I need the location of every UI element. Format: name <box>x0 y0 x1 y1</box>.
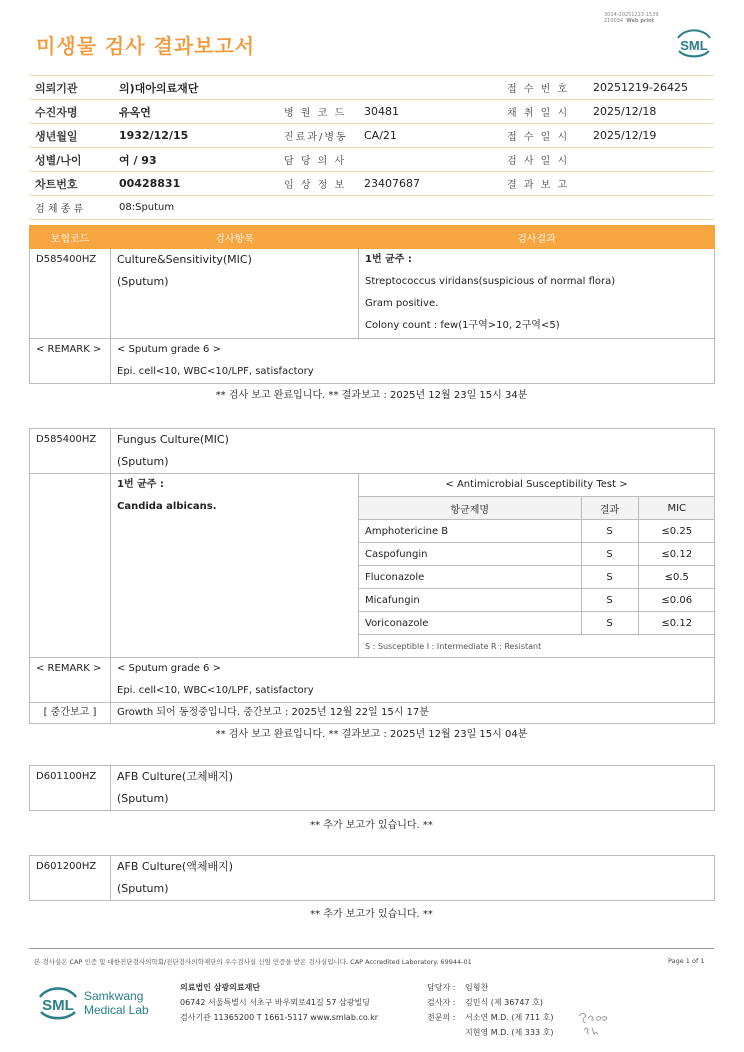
info-value: 08:Sputum <box>113 196 278 220</box>
test1-table <box>29 225 715 384</box>
info-value: 2025/12/19 <box>587 124 714 148</box>
info-label: 접 수 번 호 <box>501 76 587 100</box>
test-name: Culture&Sensitivity(MIC) <box>117 253 252 266</box>
ast-drug: Fluconazole <box>359 566 581 589</box>
test3-table <box>29 765 715 811</box>
remark-line: Epi. cell<10, WBC<10/LPF, satisfactory <box>117 685 314 696</box>
sml-logo <box>36 982 80 1022</box>
interim-report: Growth 되어 동정중입니다. 중간보고 : 2025년 12월 22일 15시 17분 <box>117 707 429 718</box>
staff-row <box>427 1025 553 1040</box>
page-number: Page 1 of 1 <box>668 957 705 965</box>
info-value: 1932/12/15 <box>113 124 278 148</box>
cert-statement: 본 검사실은 CAP 인증 및 대한진단검사의학회/진단검사의학재단의 우수검사실 신임 인증을 받은 검사실입니다. CAP Accredited Laboratory. 69944-01 <box>34 958 472 966</box>
test-code: D585400HZ <box>36 434 97 445</box>
ast-legend: S : Susceptible I : Intermediate R : Resistant <box>359 635 715 658</box>
ast-mic: ≤0.12 <box>638 543 715 566</box>
report-title: 미생물 검사 결과보고서 <box>36 34 256 58</box>
staff-name: 서소연 M.D. (제 711 호) <box>465 1013 554 1022</box>
info-label: 접 수 일 시 <box>501 124 587 148</box>
col-item-header: 검사항목 <box>111 226 359 249</box>
info-value <box>358 148 501 172</box>
ast-mic: ≤0.25 <box>638 520 715 543</box>
info-value: 20251219-26425 <box>587 76 714 100</box>
ast-row <box>359 589 715 612</box>
info-row <box>29 172 714 196</box>
print-meta: 3014-20251223-1539 210034 Web print <box>604 12 659 24</box>
ast-table <box>359 497 715 657</box>
staff-list <box>427 980 553 1040</box>
info-value: 여 / 93 <box>113 148 278 172</box>
remark-line: Epi. cell<10, WBC<10/LPF, satisfactory <box>117 366 314 377</box>
info-value: 의)대아의료재단 <box>113 76 278 100</box>
info-label: 생년월일 <box>29 124 113 148</box>
info-label <box>278 196 358 220</box>
svg-text:SML: SML <box>680 38 708 53</box>
org-name: 의료법인 삼광의료재단 <box>180 983 261 992</box>
ast-mic: ≤0.12 <box>638 612 715 635</box>
ast-drug: Voriconazole <box>359 612 581 635</box>
col-result-header: 검사결과 <box>359 226 715 249</box>
ast-row <box>359 612 715 635</box>
ast-row <box>359 520 715 543</box>
svg-text:SML: SML <box>42 997 74 1014</box>
result-line: 1번 균주 : <box>365 254 412 265</box>
ast-mic: ≤0.06 <box>638 589 715 612</box>
interim-label: [ 중간보고 ] <box>43 707 97 718</box>
test2-table <box>29 428 715 724</box>
ast-drug: Caspofungin <box>359 543 581 566</box>
additional-report-note: ** 추가 보고가 있습니다. ** <box>310 909 433 920</box>
strain-name: Candida albicans. <box>117 501 217 512</box>
test4-table <box>29 855 715 901</box>
result-line: Gram positive. <box>365 298 439 309</box>
info-label: 검 사 일 시 <box>501 148 587 172</box>
info-label: 채 취 일 시 <box>501 100 587 124</box>
info-value <box>587 148 714 172</box>
info-row <box>29 196 714 220</box>
test-code: D585400HZ <box>36 254 97 265</box>
test-name: AFB Culture(고체배지) <box>117 770 234 783</box>
info-value: 유옥연 <box>113 100 278 124</box>
info-value <box>587 172 714 196</box>
footer-divider <box>29 948 714 949</box>
patient-info-table <box>29 75 714 220</box>
ast-result: S <box>581 589 638 612</box>
col-code-header: 보험코드 <box>30 226 111 249</box>
result-line: Colony count : few(1구역>10, 2구역<5) <box>365 320 560 331</box>
ast-drug: Amphotericine B <box>359 520 581 543</box>
result-line: Streptococcus viridans(suspicious of normal flora) <box>365 276 616 287</box>
ast-mic: ≤0.5 <box>638 566 715 589</box>
staff-name: 김민식 (제 36747 호) <box>465 998 543 1007</box>
org-info <box>180 980 378 1025</box>
report-complete-note: ** 검사 보고 완료입니다. ** 결과보고 : 2025년 12월 23일 15시 34분 <box>215 390 528 401</box>
info-label: 담 당 의 사 <box>278 148 358 172</box>
info-value <box>587 196 714 220</box>
info-label: 검 체 종 류 <box>29 196 113 220</box>
staff-role: 담당자 : <box>427 983 456 992</box>
staff-name: 임형찬 <box>465 983 489 992</box>
test-code: D601100HZ <box>36 771 97 782</box>
info-label: 병 원 코 드 <box>278 100 358 124</box>
info-value: CA/21 <box>358 124 501 148</box>
staff-row <box>427 995 553 1010</box>
org-contact: 검사기관 11365200 T 1661-5117 www.smlab.co.kr <box>180 1013 379 1022</box>
remark-label: < REMARK > <box>36 663 102 674</box>
info-label: 성별/나이 <box>29 148 113 172</box>
ast-title: < Antimicrobial Susceptibility Test > <box>359 474 714 497</box>
info-value: 23407687 <box>358 172 501 196</box>
info-label: 진료과/병동 <box>278 124 358 148</box>
staff-role: 전문의 : <box>427 1013 456 1022</box>
ast-header-mic: MIC <box>638 497 715 520</box>
additional-report-note: ** 추가 보고가 있습니다. ** <box>310 820 433 831</box>
info-row <box>29 148 714 172</box>
test-specimen: (Sputum) <box>117 792 169 805</box>
info-label <box>278 76 358 100</box>
staff-row <box>427 980 553 995</box>
ast-drug: Micafungin <box>359 589 581 612</box>
info-label: 결 과 보 고 <box>501 172 587 196</box>
test-code: D601200HZ <box>36 861 97 872</box>
staff-role: 검사자 : <box>427 998 456 1007</box>
ast-result: S <box>581 566 638 589</box>
info-row <box>29 100 714 124</box>
report-complete-note: ** 검사 보고 완료입니다. ** 결과보고 : 2025년 12월 23일 15시 04분 <box>215 729 528 740</box>
ast-header-drug: 항균제명 <box>450 504 490 516</box>
ast-result: S <box>581 520 638 543</box>
info-value <box>358 76 501 100</box>
remark-label: < REMARK > <box>36 344 102 355</box>
remark-line: < Sputum grade 6 > <box>117 344 221 355</box>
info-label: 임 상 정 보 <box>278 172 358 196</box>
staff-row <box>427 1010 553 1025</box>
sml-logo <box>674 24 714 60</box>
test-name: AFB Culture(액체배지) <box>117 860 234 873</box>
remark-line: < Sputum grade 6 > <box>117 663 221 674</box>
info-label: 수진자명 <box>29 100 113 124</box>
ast-result: S <box>581 543 638 566</box>
org-address: 06742 서울특별시 서초구 바우뫼로41길 57 삼광빌딩 <box>180 998 370 1007</box>
signature-image <box>576 1008 612 1040</box>
brand-name: Samkwang Medical Lab <box>84 989 149 1017</box>
info-label: 의뢰기관 <box>29 76 113 100</box>
test-specimen: (Sputum) <box>117 882 169 895</box>
info-value <box>358 196 501 220</box>
info-row <box>29 76 714 100</box>
ast-row <box>359 566 715 589</box>
info-row <box>29 124 714 148</box>
info-value: 2025/12/18 <box>587 100 714 124</box>
test-name: Fungus Culture(MIC) <box>117 433 229 446</box>
info-label <box>501 196 587 220</box>
info-value: 30481 <box>358 100 501 124</box>
test-specimen: (Sputum) <box>117 455 169 468</box>
strain-label: 1번 균주 : <box>117 479 164 490</box>
ast-row <box>359 543 715 566</box>
staff-name: 지현영 M.D. (제 333 호) <box>465 1028 554 1037</box>
info-value: 00428831 <box>113 172 278 196</box>
info-label: 차트번호 <box>29 172 113 196</box>
ast-result: S <box>581 612 638 635</box>
ast-header-result: 결과 <box>581 497 638 520</box>
test-specimen: (Sputum) <box>117 275 169 288</box>
